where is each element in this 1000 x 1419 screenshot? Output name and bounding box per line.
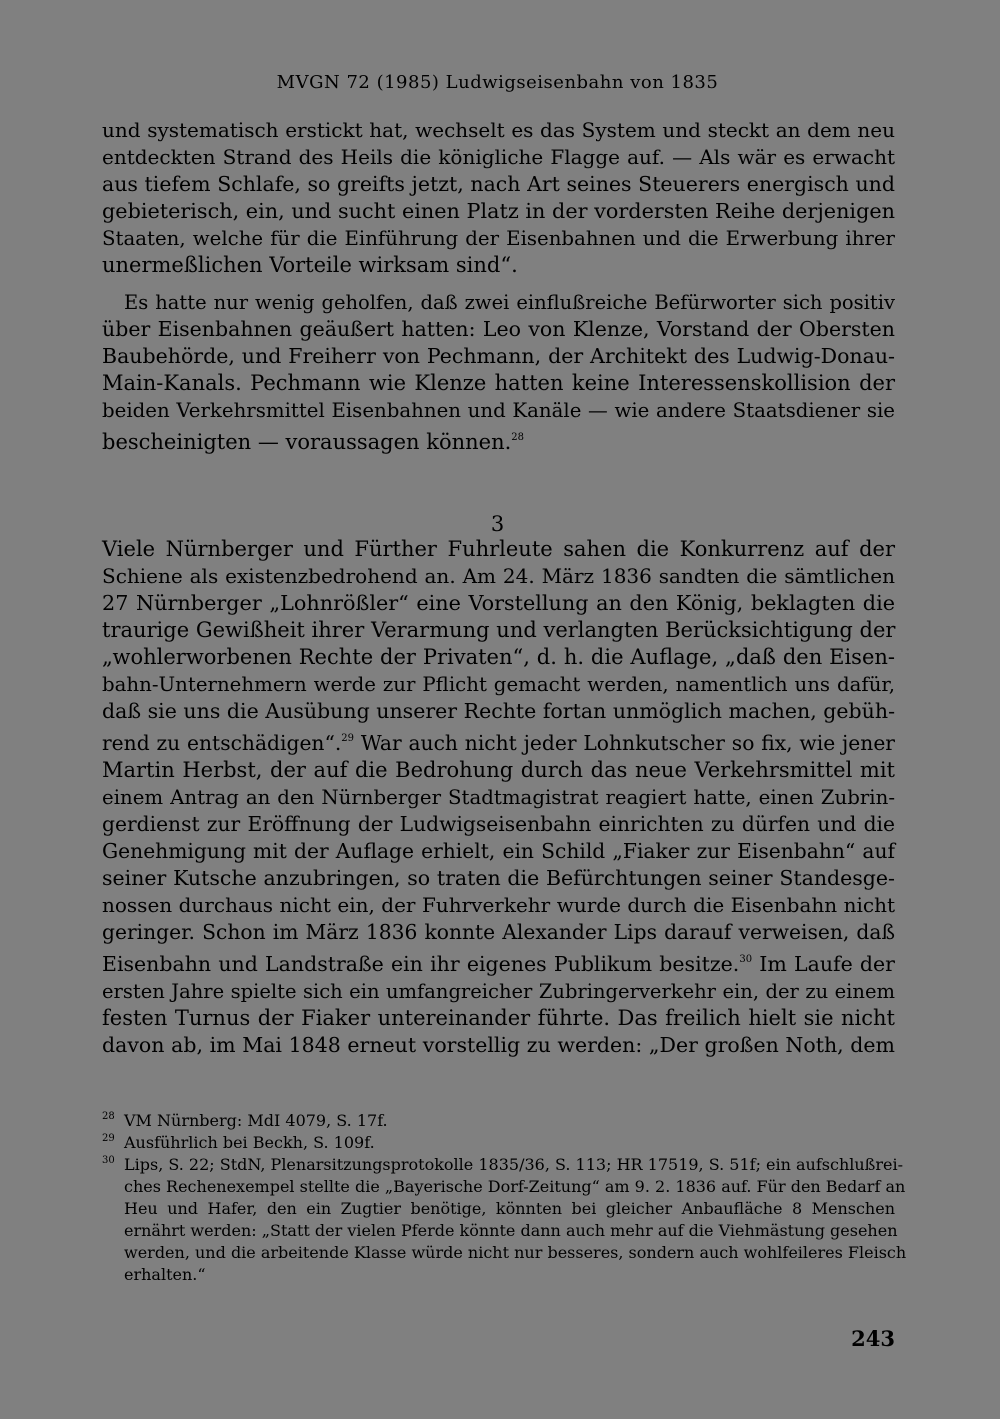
footnote-30 [102,1154,907,1286]
text-line: geringer. Schon im März 1836 konnte Alexander Lips darauf verweisen, daß [102,920,895,944]
text-line: davon ab, im Mai 1848 erneut vorstellig zu werden: „Der großen Noth, dem [102,1033,895,1057]
text-line: seiner Kutsche anzubringen, so traten die Befürchtungen seiner Standesge- [102,866,895,890]
text-line: Es hatte nur wenig geholfen, daß zwei einflußreiche Befürworter sich positiv [124,291,895,314]
footnote-text: VM Nürnberg: MdI 4079, S. 17f. [124,1111,388,1130]
paragraph-befuerworter [102,289,895,456]
text-fragment: War auch nicht jeder Lohnkutscher so fix, wie jener [354,731,895,755]
section-number: 3 [490,512,505,536]
text-line: unermeßlichen Vorteile wirksam sind“. [102,253,518,277]
text-line: Main-Kanals. Pechmann wie Klenze hatten keine Interessenskollision der [102,371,895,395]
footnotes-section [102,1110,907,1286]
text-line: Viele Nürnberger und Fürther Fuhrleute sahen die Konkurrenz auf der [102,537,895,561]
footnote-number: 28 [102,1111,115,1122]
text-fragment: Im Laufe der [752,952,895,976]
footnote-line: werden, und die arbeitende Klasse würde nicht nur besseres, sondern auch wohlfeileres Fleisch [124,1243,907,1262]
text-line: ersten Jahre spielte sich ein umfangreicher Zubringerverkehr ein, der zu einem [102,980,895,1003]
text-line: nossen durchaus nicht ein, der Fuhrverkehr wurde durch die Eisenbahn nicht [102,893,895,917]
footnote-line: ches Rechenexempel stellte die „Bayerische Dorf-Zeitung“ am 9. 2. 1836 auf. Für den Bedarf an [124,1177,906,1196]
text-line: beiden Verkehrsmittel Eisenbahnen und Kanäle — wie andere Staatsdiener sie [102,399,895,422]
text-fragment: rend zu entschädigen“. [102,731,342,755]
footnote-line: Heu und Hafer, den ein Zugtier benötige, könnten bei gleicher Anbaufläche 8 Menschen [124,1199,895,1218]
page-number: 243 [851,1326,895,1351]
text-line: 27 Nürnberger „Lohnrößler“ eine Vorstellung an den König, beklagten die [102,591,895,615]
text-line: gerdienst zur Eröffnung der Ludwigseisenbahn einrichten zu dürfen und die [102,812,895,836]
text-line: Staaten, welche für die Einführung der Eisenbahnen und die Erwerbung ihrer [102,227,895,250]
footnote-reference: 29 [341,733,354,744]
text-line [102,725,895,757]
text-line: aus tiefem Schlafe, so greifts jetzt, nach Art seines Steuerers energisch und [102,172,895,196]
footnote-reference: 28 [511,432,525,443]
footnote-number: 29 [102,1133,115,1144]
text-line: Martin Herbst, der auf die Bedrohung durch das neue Verkehrsmittel mit [102,758,895,782]
footnote-reference: 30 [739,954,753,965]
text-line [102,424,895,456]
footnote-line: Lips, S. 22; StdN, Plenarsitzungsprotokolle 1835/36, S. 113; HR 17519, S. 51f; ein aufschlußrei- [124,1155,904,1174]
footnote-line: erhalten.“ [124,1265,206,1284]
text-line: Schiene als existenzbedrohend an. Am 24. März 1836 sandten die sämtlichen [102,564,895,588]
text-line: daß sie uns die Ausübung unserer Rechte fortan unmöglich machen, gebüh- [102,699,895,723]
text-line: und systematisch erstickt hat, wechselt es das System und steckt an dem neu [102,118,895,142]
footnote-28 [102,1110,895,1132]
text-line: bahn-Unternehmern werde zur Pflicht gemacht werden, namentlich uns dafür, [102,673,895,696]
running-header: MVGN 72 (1985) Ludwigseisenbahn von 1835 [276,72,719,93]
text-line: Genehmigung mit der Auflage erhielt, ein Schild „Fiaker zur Eisenbahn“ auf [102,839,895,863]
text-fragment: Eisenbahn und Landstraße ein ihr eigenes Publikum besitze. [102,952,740,976]
text-line: festen Turnus der Fiaker untereinander führte. Das freilich hielt sie nicht [102,1006,895,1030]
footnote-text: Ausführlich bei Beckh, S. 109f. [124,1133,375,1152]
paragraph-fuhrleute [102,536,895,1059]
paragraph-quote-continuation [102,117,895,279]
text-line: „wohlerworbenen Rechte der Privaten“, d. h. die Auflage, „daß den Eisen- [102,645,895,669]
text-line: Baubehörde, und Freiherr von Pechmann, der Architekt des Ludwig-Donau- [102,344,895,368]
text-line: über Eisenbahnen geäußert hatten: Leo von Klenze, Vorstand der Obersten [102,317,895,341]
footnote-number: 30 [102,1155,115,1166]
text-line: gebieterisch, ein, und sucht einen Platz in der vordersten Reihe derjenigen [102,199,895,223]
footnote-29 [102,1132,895,1154]
text-fragment: bescheinigten — voraussagen können. [102,430,512,454]
footnote-line: ernährt werden: „Statt der vielen Pferde könnte dann auch mehr auf die Viehmästung gesehen [124,1221,898,1240]
text-line [102,946,895,978]
text-line: traurige Gewißheit ihrer Verarmung und verlangten Berücksichtigung der [102,618,896,642]
text-line: einem Antrag an den Nürnberger Stadtmagistrat reagiert hatte, einen Zubrin- [102,786,895,809]
text-line: entdeckten Strand des Heils die königliche Flagge auf. — Als wär es erwacht [102,145,895,169]
